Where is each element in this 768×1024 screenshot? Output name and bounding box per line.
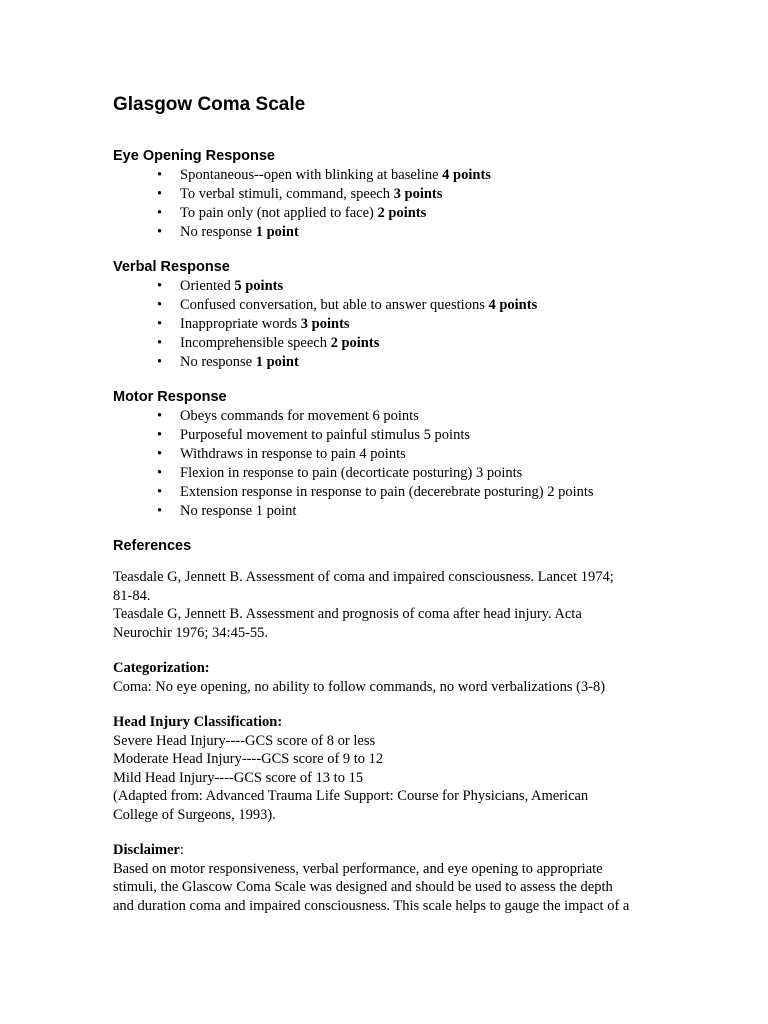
reference-line: Teasdale G, Jennett B. Assessment and prognosis of coma after head injury. Acta: [113, 606, 582, 622]
references-heading: References: [113, 538, 192, 554]
page-title: Glasgow Coma Scale: [113, 94, 306, 115]
classification-line: Mild Head Injury----GCS score of 13 to 15: [113, 769, 364, 786]
disclaimer-line: and duration coma and impaired consciousness. This scale helps to gauge the impact of a: [113, 897, 630, 914]
classification-label: Head Injury Classification:: [113, 714, 283, 730]
reference-line: Teasdale G, Jennett B. Assessment of coma and impaired consciousness. Lancet 1974;: [113, 569, 614, 585]
list-item: [113, 204, 673, 223]
item-points: 2 points: [330, 335, 380, 351]
disclaimer-line: Based on motor responsiveness, verbal performance, and eye opening to appropriate: [113, 860, 603, 877]
bullet-icon: •: [157, 186, 163, 202]
disclaimer-label: Disclaimer: [113, 842, 180, 858]
bullet-icon: •: [157, 465, 163, 481]
classification-line: Moderate Head Injury----GCS score of 9 to 12: [113, 751, 384, 767]
categorization-label: Categorization:: [113, 660, 210, 676]
item-points: 1 point: [255, 224, 299, 240]
motor-response-heading: Motor Response: [113, 389, 227, 405]
item-text: No response: [180, 354, 256, 370]
bullet-icon: •: [157, 205, 163, 221]
categorization-block: [113, 659, 673, 696]
bullet-icon: •: [157, 167, 163, 183]
item-text: No response 1 point: [180, 503, 297, 519]
bullet-icon: •: [157, 446, 163, 462]
item-text: Oriented: [180, 278, 235, 294]
bullet-icon: •: [157, 408, 163, 424]
bullet-icon: •: [157, 224, 163, 240]
document-page: [113, 92, 673, 915]
bullet-icon: •: [157, 427, 163, 443]
categorization-text: Coma: No eye opening, no ability to follow commands, no word verbalizations (3-8): [113, 678, 606, 695]
motor-response-list: [113, 407, 673, 521]
list-item: [113, 185, 673, 204]
references-list: [113, 568, 673, 642]
item-text: Flexion in response to pain (decorticate posturing) 3 points: [180, 465, 523, 481]
classification-line: (Adapted from: Advanced Trauma Life Support: Course for Physicians, American: [113, 788, 589, 804]
list-item: [113, 502, 673, 521]
item-text: Obeys commands for movement 6 points: [180, 408, 419, 424]
item-points: 4 points: [488, 297, 538, 313]
item-text: To verbal stimuli, command, speech: [180, 186, 394, 202]
bullet-icon: •: [157, 278, 163, 294]
item-points: 5 points: [234, 278, 284, 294]
item-text: Extension response in response to pain (decerebrate posturing) 2 points: [180, 484, 594, 500]
reference-line: 81-84.: [113, 587, 151, 604]
list-item: [113, 426, 673, 445]
disclaimer-block: [113, 841, 673, 915]
item-text: Inappropriate words: [180, 316, 301, 332]
classification-line: College of Surgeons, 1993).: [113, 806, 276, 823]
bullet-icon: •: [157, 354, 163, 370]
disclaimer-line: stimuli, the Glascow Coma Scale was designed and should be used to assess the depth: [113, 879, 613, 895]
list-item: [113, 483, 673, 502]
list-item: [113, 277, 673, 296]
item-points: 2 points: [377, 205, 427, 221]
list-item: [113, 315, 673, 334]
item-text: Confused conversation, but able to answer questions: [180, 297, 489, 313]
item-points: 4 points: [442, 167, 491, 183]
bullet-icon: •: [157, 297, 163, 313]
item-points: 3 points: [393, 186, 443, 202]
item-points: 3 points: [300, 316, 350, 332]
list-item: [113, 166, 673, 185]
item-text: Incomprehensible speech: [180, 335, 331, 351]
list-item: [113, 445, 673, 464]
eye-opening-list: [113, 166, 673, 242]
list-item: [113, 464, 673, 483]
list-item: [113, 334, 673, 353]
verbal-response-heading: Verbal Response: [113, 259, 230, 275]
item-text: No response: [180, 224, 256, 240]
list-item: [113, 296, 673, 315]
verbal-response-list: [113, 277, 673, 372]
item-text: Withdraws in response to pain 4 points: [180, 446, 406, 462]
item-text: Spontaneous--open with blinking at baseline: [180, 167, 443, 183]
bullet-icon: •: [157, 503, 163, 519]
classification-line: Severe Head Injury----GCS score of 8 or less: [113, 732, 376, 749]
bullet-icon: •: [157, 316, 163, 332]
disclaimer-colon: :: [179, 842, 184, 858]
list-item: [113, 223, 673, 242]
item-points: 1 point: [255, 354, 299, 370]
bullet-icon: •: [157, 484, 163, 500]
eye-opening-heading: Eye Opening Response: [113, 148, 275, 164]
list-item: [113, 407, 673, 426]
list-item: [113, 353, 673, 372]
disclaimer-heading: [113, 841, 673, 860]
classification-block: [113, 713, 673, 824]
bullet-icon: •: [157, 335, 163, 351]
item-text: To pain only (not applied to face): [180, 205, 378, 221]
reference-line: Neurochir 1976; 34:45-55.: [113, 624, 269, 641]
item-text: Purposeful movement to painful stimulus 5 points: [180, 427, 470, 443]
